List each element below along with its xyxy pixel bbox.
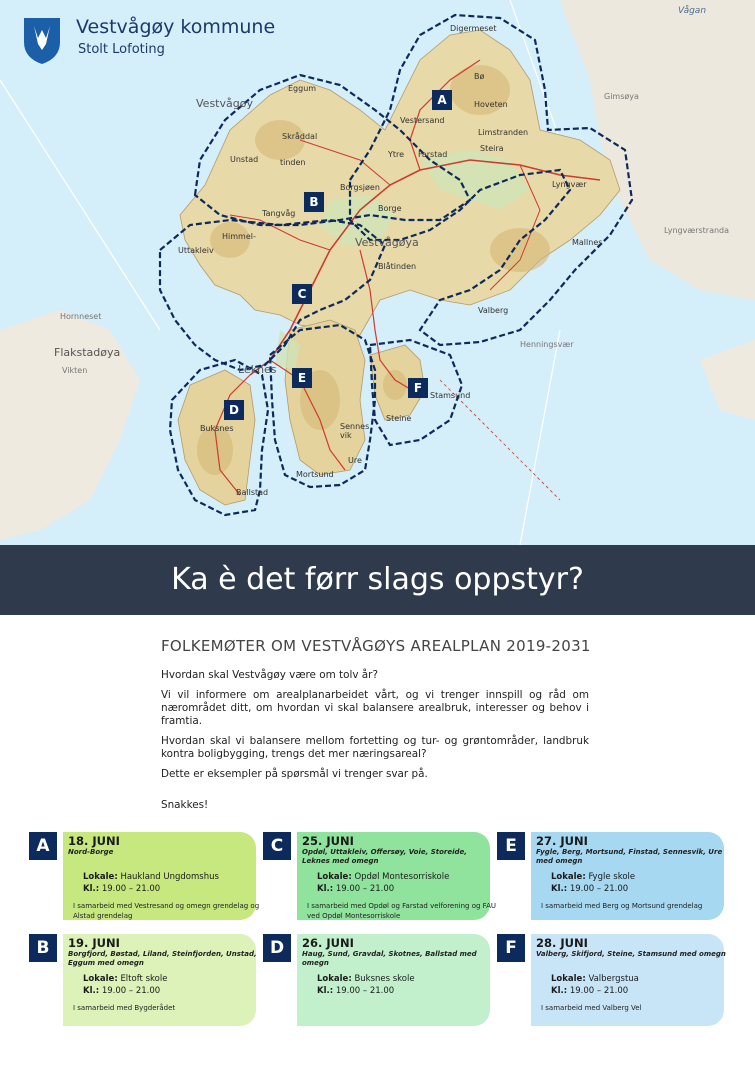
map-label-vestvagoy-area: Vestvågøy — [196, 97, 253, 110]
meeting-card-e — [505, 832, 724, 920]
map-label-vikten: Vikten — [62, 366, 88, 375]
paragraph: Hvordan skal Vestvågøy være om tolv år? — [161, 669, 378, 681]
meeting-venue: Lokale: Opdøl Montesorriskole — [317, 872, 450, 882]
map-label-lyngvaer: Lyngvær — [552, 180, 587, 189]
map-label-hoveten: Hoveten — [474, 100, 508, 109]
map-label-unstad: Unstad — [230, 155, 259, 164]
map-zone-d: D — [224, 400, 244, 420]
map-label-steira: Steira — [480, 144, 504, 153]
coat-of-arms-icon — [22, 16, 62, 66]
meeting-letter: D — [263, 934, 291, 962]
map-label-eggum: Eggum — [288, 84, 317, 93]
logo-name: Vestvågøy kommune — [76, 16, 276, 38]
map-label-vestvagoya: Vestvågøya — [355, 236, 419, 249]
meeting-time: Kl.: 19.00 – 21.00 — [317, 986, 395, 996]
meeting-card-d — [269, 934, 490, 1026]
meeting-card-c — [270, 832, 496, 920]
meeting-card-f — [505, 934, 726, 1026]
meeting-date: 26. JUNI — [302, 936, 354, 950]
map-label-ballstad: Ballstad — [236, 488, 269, 497]
paragraph: Hvordan skal vi balansere mellom fortetting og tur- og grøntområder, landbruk kontra boligbygging, trengs det mer næringsareal? — [161, 735, 589, 760]
meeting-venue: Lokale: Fygle skole — [551, 872, 636, 882]
map-label-valberg: Valberg — [478, 306, 509, 315]
map-label-borge: Borge — [378, 204, 402, 213]
map-label-flakstadoya: Flakstadøya — [54, 346, 121, 359]
map-zone-e: E — [292, 368, 312, 388]
meeting-venue: Lokale: Haukland Ungdomshus — [83, 872, 219, 882]
meeting-date: 18. JUNI — [68, 834, 120, 848]
meeting-note: I samarbeid med Vestresand og omegn grendelag og Alstad grendelag — [73, 902, 260, 920]
map-label-blatinden: Blåtinden — [378, 262, 417, 271]
meeting-date: 25. JUNI — [302, 834, 354, 848]
meeting-letter: A — [29, 832, 57, 860]
map-label-mortsund: Mortsund — [296, 470, 334, 479]
meeting-time: Kl.: 19.00 – 21.00 — [83, 986, 161, 996]
map-label-sennesvik: Sennes vik — [340, 422, 370, 440]
map-label-leknes: Leknes — [238, 363, 277, 376]
meeting-letter: C — [263, 832, 291, 860]
meeting-places: Valberg, Skifjord, Steine, Stamsund med omegn — [536, 950, 726, 958]
map-label-borgsjoen: Borgsjøen — [340, 183, 380, 192]
map-label-ure: Ure — [348, 456, 362, 465]
map-label-tangvag: Tangvåg — [262, 209, 296, 218]
meeting-note: I samarbeid med Bygderådet — [73, 1004, 176, 1012]
meeting-date: 27. JUNI — [536, 834, 588, 848]
map-label-mallnes: Mallnes — [572, 238, 603, 247]
meeting-places: Borgfjord, Bøstad, Liland, Steinfjorden, Unstad, Eggum med omegn — [68, 950, 257, 967]
banner-title: Ka è det førr slags oppstyr? — [0, 545, 755, 615]
page-heading: FOLKEMØTER OM VESTVÅGØYS AREALPLAN 2019-2031 — [161, 637, 591, 655]
map-zone-f: F — [408, 378, 428, 398]
meeting-date: 28. JUNI — [536, 936, 588, 950]
meeting-note: I samarbeid med Berg og Mortsund grendelag — [541, 902, 703, 910]
map-zone-c: C — [292, 284, 312, 304]
paragraph: Dette er eksempler på spørsmål vi trenger svar på. — [161, 768, 428, 780]
meeting-places: Fygle, Berg, Mortsund, Finstad, Sennesvik, Ure med omegn — [536, 848, 723, 865]
meeting-letter: F — [497, 934, 525, 962]
map-label-gimsoya: Gimsøya — [604, 92, 639, 101]
meeting-date: 19. JUNI — [68, 936, 120, 950]
map-label-skraddal: Skråddal — [282, 132, 318, 141]
map-label-vagan: Vågan — [678, 6, 707, 16]
map-label-steine: Steine — [386, 414, 412, 423]
logo — [22, 14, 322, 74]
map-label-hornneset: Hornneset — [60, 312, 102, 321]
map-label-ytre: Ytre — [388, 150, 405, 159]
meeting-time: Kl.: 19.00 – 21.00 — [551, 884, 629, 894]
meeting-note: I samarbeid med Valberg Vel — [541, 1004, 642, 1012]
meeting-time: Kl.: 19.00 – 21.00 — [551, 986, 629, 996]
meeting-card-a — [36, 832, 260, 920]
logo-slogan: Stolt Lofoting — [78, 42, 165, 57]
map-label-tinden: tinden — [280, 158, 306, 167]
map-label-digermeset: Digermeset — [450, 24, 497, 33]
map-label-himmel: Himmel- — [222, 232, 256, 241]
paragraph: Vi vil informere om arealplanarbeidet vårt, og vi trenger innspill og råd om nærområdet ditt, om hvordan vi skal balansere arealbruk, interesser og behov i framtia. — [161, 689, 589, 727]
map-label-bo: Bø — [474, 72, 485, 81]
meeting-time: Kl.: 19.00 – 21.00 — [83, 884, 161, 894]
meeting-places: Haug, Sund, Gravdal, Skotnes, Ballstad med omegn — [302, 950, 477, 967]
meeting-venue: Lokale: Buksnes skole — [317, 974, 415, 984]
meeting-venue: Lokale: Valbergstua — [551, 974, 639, 984]
map-label-stamsund: Stamsund — [430, 391, 471, 400]
map-label-limstranden: Limstranden — [478, 128, 529, 137]
map-label-lyngvaerstranda: Lyngværstranda — [664, 226, 730, 235]
map-label-vestersand: Vestersand — [400, 116, 445, 125]
map-label-farstad: Farstad — [418, 150, 448, 159]
map-zone-b: B — [304, 192, 324, 212]
map-label-henningsvaer: Henningsvær — [520, 340, 574, 349]
meeting-letter: E — [497, 832, 525, 860]
map-zone-a: A — [432, 90, 452, 110]
sign-off: Snakkes! — [161, 799, 209, 811]
meeting-places: Nord-Borge — [68, 848, 114, 856]
meeting-places: Opdøl, Uttakleiv, Offersøy, Voie, Storeide, Leknes med omegn — [302, 848, 467, 865]
meeting-note: I samarbeid med Opdøl og Farstad velforening og FAU ved Opdøl Montesorriskole — [307, 902, 496, 920]
meeting-time: Kl.: 19.00 – 21.00 — [317, 884, 395, 894]
map-label-buksnes: Buksnes — [200, 424, 234, 433]
meeting-venue: Lokale: Eltoft skole — [83, 974, 168, 984]
intro-section — [161, 637, 589, 819]
map-label-uttakleiv: Uttakleiv — [178, 246, 214, 255]
meeting-card-b — [36, 934, 257, 1026]
meeting-letter: B — [29, 934, 57, 962]
